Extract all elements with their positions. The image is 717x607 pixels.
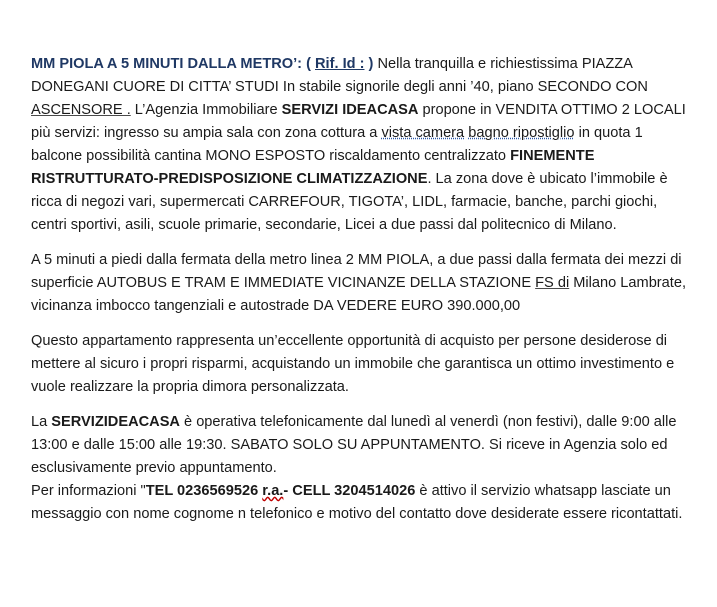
ref-label: Rif. Id : <box>315 56 365 72</box>
hours-text-1: La <box>31 414 52 430</box>
intro-text-4: in quota 1 balcone possibilità cantina MONO ESPOSTO riscaldamento centralizzato <box>31 125 643 164</box>
agency-name: SERVIZI IDEACASA <box>281 102 419 118</box>
ref-open: ( <box>306 56 316 72</box>
contact-text-1: Per informazioni " <box>31 483 146 499</box>
fs-text: FS di <box>535 275 570 291</box>
ra-text: r.a. <box>262 483 284 499</box>
paragraph-contact <box>31 480 691 526</box>
cell-number: - CELL 3204514026 <box>283 483 416 499</box>
location-text-2: LA STAZIONE <box>438 275 536 291</box>
ascensore-text: ASCENSORE . <box>31 102 131 118</box>
intro-text-1: Nella tranquilla e richiestissima PIAZZA DONEGANI CUORE DI CITTA’ STUDI In stabile signorile degli anni ’40, piano SECONDO CON <box>31 56 648 95</box>
opportunity-text: Questo appartamento rappresenta un’eccellente opportunità di acquisto per persone desiderose di mettere al sicuro i propri risparmi, acquistando un immobile che garantisca un ottimo investimento e vuole realizzare la propria dimora personalizzata. <box>31 333 675 395</box>
listing-title: MM PIOLA A 5 MINUTI DALLA METRO’: <box>31 56 307 72</box>
finemente-text: FINEMENTE RISTRUTTURATO-PREDISPOSIZIONE CLIMATIZZAZIONE <box>31 148 595 187</box>
agency-name-2: SERVIZIDEACASA <box>51 414 180 430</box>
hours-text-2: è operativa telefonicamente dal lunedì al venerdì (non festivi), dalle 9:00 alle 13:00 e dalle 15:00 alle 19:30. SABATO SOLO SU APPUNTAMENTO. Si riceve in Agenzia solo ed esclusivamente previo appuntamento. <box>31 414 677 476</box>
location-text-1: A 5 minuti a piedi dalla fermata della metro linea 2 MM PIOLA, a due passi dalla fermata dei mezzi di superficie AUTOBUS E TRAM E IMMEDIATE VICINANZE DEL <box>31 252 682 291</box>
paragraph-opportunity <box>31 330 691 399</box>
bagno-ripostiglio-text: bagno ripostiglio <box>468 125 575 141</box>
location-text-3: Milano Lambrate, vicinanza imbocco tangenziali e autostrade DA VEDERE EURO 390.000,00 <box>31 275 687 314</box>
ref-close: ) <box>364 56 374 72</box>
intro-text-5: . La zona dove è ubicato l’immobile è ricca di negozi vari, supermercati CARREFOUR, TIGOTA’, LIDL, farmacie, banche, parchi giochi, centri sportivi, asili, scuole primarie, secondarie, Licei a due passi dal politecnico di Milano. <box>31 171 668 233</box>
phone-number: TEL 0236569526 <box>145 483 263 499</box>
intro-text-3: propone in VENDITA OTTIMO 2 LOCALI più servizi: ingresso su ampia sala con zona cottura a <box>31 102 686 141</box>
paragraph-hours <box>31 411 691 480</box>
paragraph-intro <box>31 53 691 237</box>
intro-text-2: L’Agenzia Immobiliare <box>130 102 282 118</box>
listing-document <box>31 53 691 538</box>
vista-camera-text: vista camera <box>381 125 465 141</box>
paragraph-location <box>31 249 691 318</box>
contact-text-2: è attivo il servizio whatsapp lasciate un messaggio con nome cognome n telefonico e motivo del contatto dove desiderate essere ricontattati. <box>31 483 683 522</box>
